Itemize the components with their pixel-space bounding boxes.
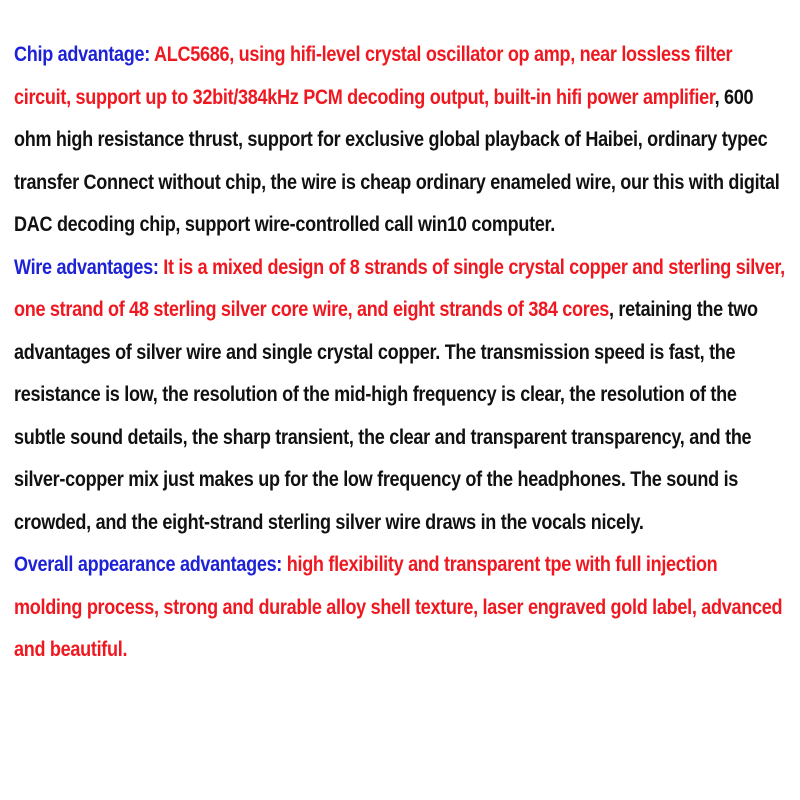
wire-advantages-paragraph xyxy=(14,247,788,545)
chip-advantage-heading: Chip advantage: xyxy=(14,43,155,66)
appearance-advantages-highlight: high flexibility and transparent tpe with full injection molding process, strong and durable alloy shell texture, laser engraved gold label, advanced and beautiful. xyxy=(14,553,783,661)
appearance-advantages-paragraph xyxy=(14,544,788,672)
appearance-advantages-heading: Overall appearance advantages: xyxy=(14,553,287,576)
wire-advantages-highlight: It is a mixed design of 8 strands of single crystal copper and sterling silver, one strand of 48 sterling silver core wire, and eight strands of 384 cores xyxy=(14,255,785,321)
chip-advantage-body: , 600 ohm high resistance thrust, support for exclusive global playback of Haibei, ordinary typec transfer Connect without chip, the wire is cheap ordinary enameled wire, our this with digital DAC decoding chip, support wire-controlled call win10 computer. xyxy=(14,85,780,236)
wire-advantages-body: , retaining the two advantages of silver wire and single crystal copper. The transmission speed is fast, the resistance is low, the resolution of the mid-high frequency is clear, the resolution of the subtle sound details, the sharp transient, the clear and transparent transparency, and the silver-copper mix just makes up for the low frequency of the headphones. The sound is crowded, and the eight-strand sterling silver wire draws in the vocals nicely. xyxy=(14,298,758,534)
wire-advantages-heading: Wire advantages: xyxy=(14,255,164,279)
chip-advantage-paragraph xyxy=(14,34,788,247)
chip-advantage-highlight: ALC5686, using hifi-level crystal oscillator op amp, near lossless filter circuit, support up to 32bit/384kHz PCM decoding output, built-in hifi power amplifier xyxy=(14,43,733,109)
